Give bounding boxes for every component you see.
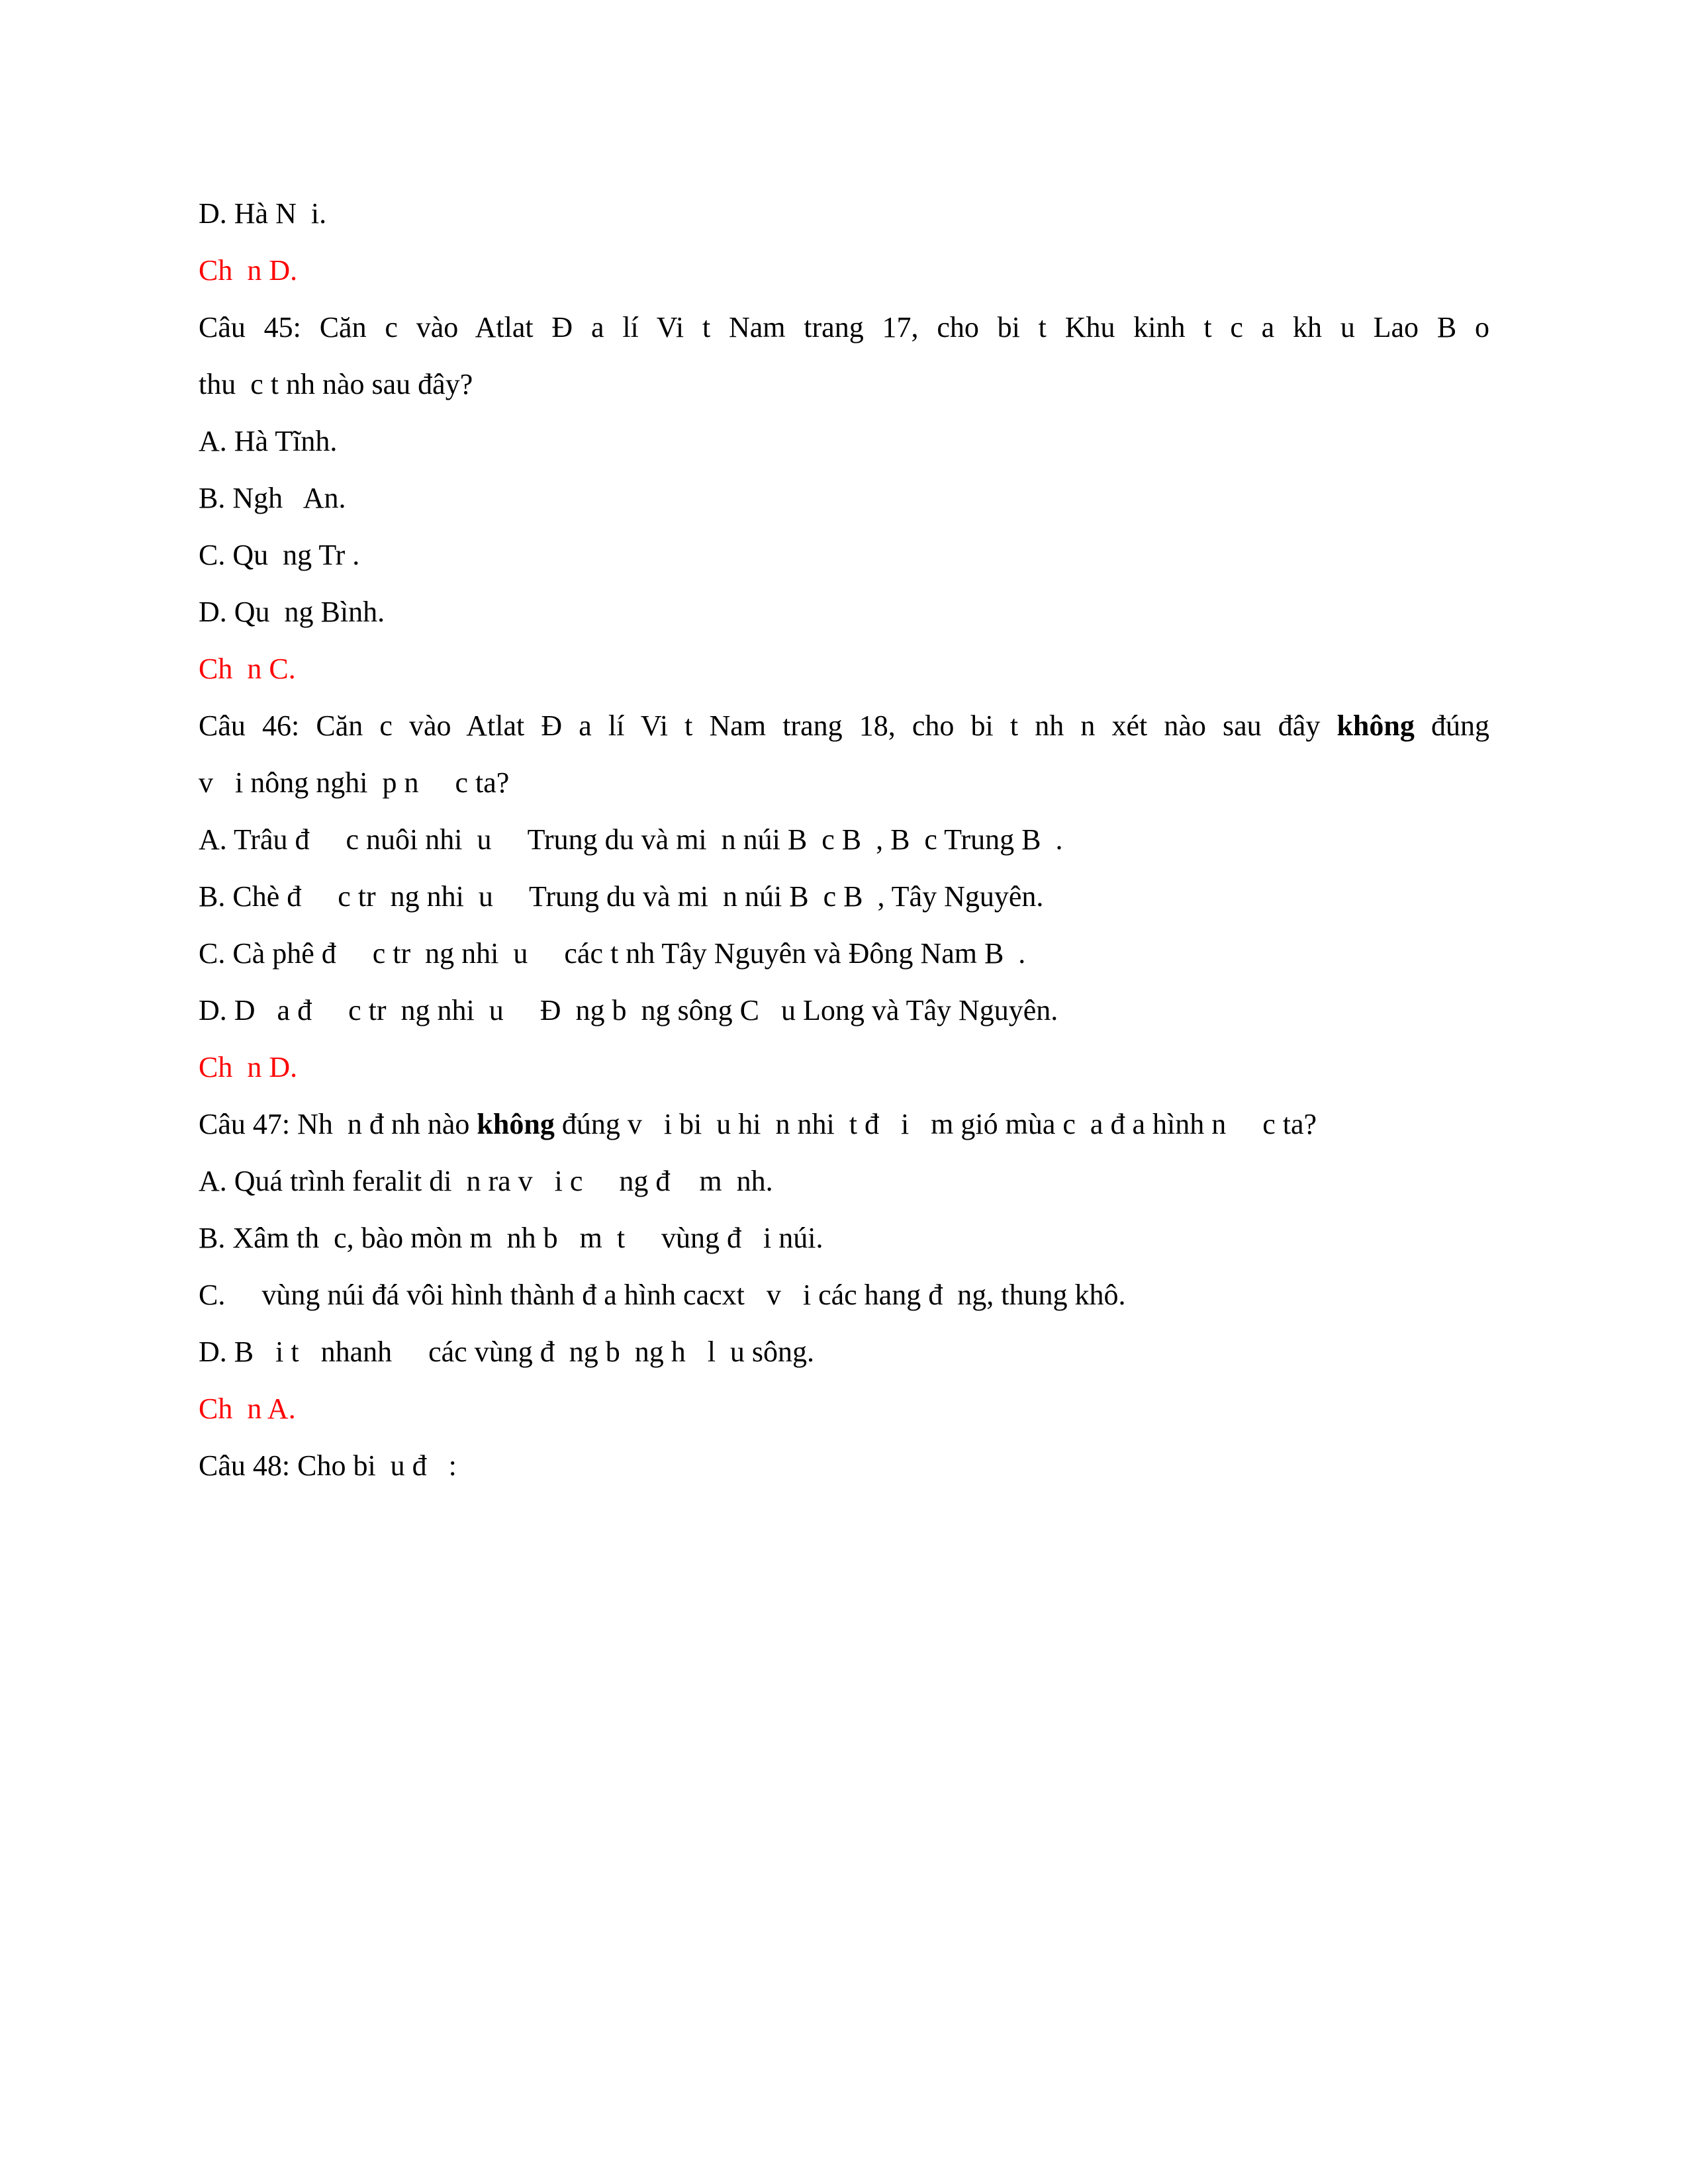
q47-stem-after: đúng v i bi u hi n nhi t đ i m gió mùa c a đ a hình n c ta? bbox=[554, 1108, 1317, 1140]
q45-stem-line2: thu c t nh nào sau đây? bbox=[199, 368, 473, 400]
q45-option-c: C. Qu ng Tr . bbox=[199, 539, 360, 571]
q48-stem: Câu 48: Cho bi u đ : bbox=[199, 1449, 457, 1482]
q47-option-d: D. B i t nhanh các vùng đ ng b ng h l u sông. bbox=[199, 1336, 815, 1368]
q47-stem-before: Câu 47: Nh n đ nh nào bbox=[199, 1108, 477, 1140]
q46-option-c: C. Cà phê đ c tr ng nhi u các t nh Tây Nguyên và Đông Nam B . bbox=[199, 937, 1026, 970]
q47-option-a: A. Quá trình feralit di n ra v i c ng đ m nh. bbox=[199, 1165, 773, 1197]
q45-option-d: D. Qu ng Bình. bbox=[199, 596, 385, 628]
q45-option-a: A. Hà Tĩnh. bbox=[199, 425, 338, 457]
q46-stem-bold: không bbox=[1336, 709, 1415, 742]
q46-option-a: A. Trâu đ c nuôi nhi u Trung du và mi n núi B c B , B c Trung B . bbox=[199, 823, 1063, 856]
q46-stem-before: Câu 46: Căn c vào Atlat Đ a lí Vi t Nam trang 18, cho bi t nh n xét nào sau đây bbox=[199, 709, 1337, 742]
q46-answer: Ch n D. bbox=[199, 1051, 298, 1083]
q46-option-d: D. D a đ c tr ng nhi u Đ ng b ng sông C u Long và Tây Nguyên. bbox=[199, 994, 1058, 1026]
q47-option-b: B. Xâm th c, bào mòn m nh b m t vùng đ i núi. bbox=[199, 1222, 823, 1254]
q47-answer: Ch n A. bbox=[199, 1392, 296, 1425]
q45-option-b: B. Ngh An. bbox=[199, 482, 346, 514]
document-page bbox=[199, 185, 1489, 1494]
q44-answer: Ch n D. bbox=[199, 254, 298, 287]
q47-option-c: C. vùng núi đá vôi hình thành đ a hình cacxt v i các hang đ ng, thung khô. bbox=[199, 1279, 1126, 1311]
q46-stem-after: đúng bbox=[1414, 709, 1490, 742]
q45-answer: Ch n C. bbox=[199, 653, 296, 685]
q47-stem bbox=[199, 1096, 1489, 1153]
q44-option-d: D. Hà N i. bbox=[199, 197, 327, 230]
q45-stem-line1: Câu 45: Căn c vào Atlat Đ a lí Vi t Nam trang 17, cho bi t Khu kinh t c a kh u Lao B o bbox=[199, 311, 1489, 343]
q46-stem-line2: v i nông nghi p n c ta? bbox=[199, 766, 510, 799]
q46-stem-line1 bbox=[199, 698, 1489, 754]
q47-stem-bold: không bbox=[477, 1108, 555, 1140]
q46-option-b: B. Chè đ c tr ng nhi u Trung du và mi n núi B c B , Tây Nguyên. bbox=[199, 880, 1044, 913]
